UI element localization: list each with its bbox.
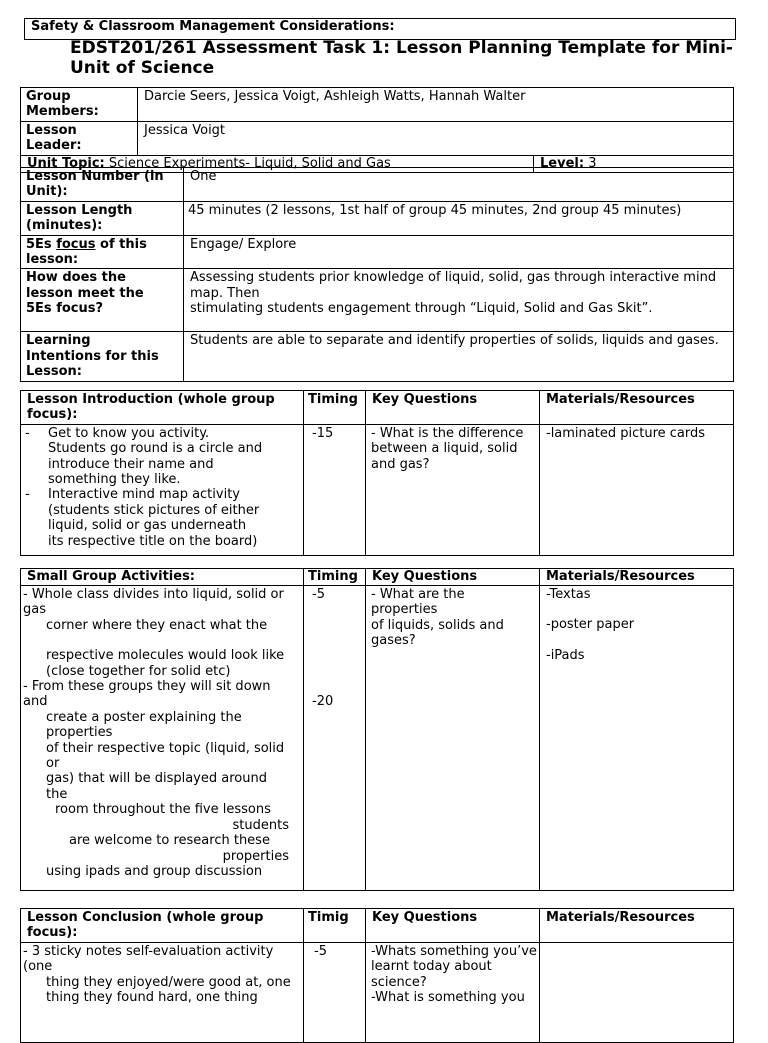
- conclusion-line: thing they found hard, one thing: [46, 990, 258, 1006]
- lesson-introduction-table: [20, 390, 734, 556]
- meet-5es-label: How does the lesson meet the 5Es focus?: [21, 269, 184, 332]
- focus-label-underlined: focus: [56, 236, 96, 252]
- small-header-timing: Timing: [304, 569, 366, 586]
- small-line: using ipads and group discussion: [46, 863, 263, 879]
- small-material: -poster paper: [546, 617, 635, 633]
- conclusion-question: -Whats something you’ve: [371, 943, 537, 959]
- lesson-number-label: Lesson Number (in Unit):: [21, 168, 184, 202]
- small-line: - From these groups they will sit down and: [23, 679, 271, 710]
- intro-item-2-line: Interactive mind map activity: [48, 487, 240, 503]
- conclusion-header-activity: Lesson Conclusion (whole group focus):: [21, 909, 304, 943]
- conclusion-header-materials: Materials/Resources: [540, 909, 734, 943]
- level-value: 3: [588, 155, 597, 171]
- lesson-length-label: Lesson Length (minutes):: [21, 201, 184, 235]
- small-material: -iPads: [546, 647, 585, 663]
- focus-label: [21, 235, 184, 269]
- small-timing-2: -20: [312, 694, 334, 710]
- small-header-activity: Small Group Activities:: [21, 569, 304, 586]
- small-group-table: [20, 568, 734, 891]
- intro-item-1-line: something they like.: [48, 472, 181, 488]
- small-line: gas) that will be displayed around the: [46, 771, 267, 802]
- intro-header-questions: Key Questions: [366, 391, 540, 425]
- intro-item-2-line: its respective title on the board): [48, 533, 258, 549]
- intro-header-activity: Lesson Introduction (whole group focus):: [21, 391, 304, 425]
- conclusion-line: thing they enjoyed/were good at, one: [46, 974, 291, 990]
- learning-intentions-value: Students are able to separate and identify properties of solids, liquids and gases.: [184, 332, 734, 381]
- conclusion-materials: [540, 942, 734, 1042]
- small-material: -Textas: [546, 587, 591, 602]
- conclusion-question: -What is something you: [371, 990, 525, 1006]
- intro-materials: -laminated picture cards: [540, 424, 734, 555]
- small-header-materials: Materials/Resources: [540, 569, 734, 586]
- lesson-details-table: [20, 167, 734, 382]
- unit-topic-label: Unit Topic:: [27, 155, 105, 171]
- small-line: are welcome to research these: [69, 833, 270, 849]
- intro-item-1: [25, 426, 299, 488]
- small-line: respective molecules would look like: [46, 648, 285, 664]
- unit-topic-value: Science Experiments- Liquid, Solid and Gas: [108, 155, 391, 171]
- small-header-questions: Key Questions: [366, 569, 540, 586]
- small-line: of their respective topic (liquid, solid or: [46, 740, 285, 772]
- intro-activities: [21, 424, 304, 555]
- bullet-dash: -: [25, 487, 30, 503]
- meet-5es-line-1: Assessing students prior knowledge of liquid, solid, gas through interactive mind map. Then: [190, 270, 717, 301]
- conclusion-timing: -5: [304, 942, 366, 1042]
- level-label: Level:: [540, 155, 585, 171]
- small-line: room throughout the five lessons: [55, 802, 271, 818]
- lesson-number-value: One: [184, 168, 734, 202]
- small-line: students: [232, 817, 289, 833]
- focus-label-post: of this lesson:: [26, 236, 147, 268]
- lesson-conclusion-table: [20, 908, 734, 1043]
- learning-intentions-label: Learning Intentions for this Lesson:: [21, 332, 184, 381]
- focus-label-pre: 5Es: [26, 236, 57, 252]
- small-line: properties: [222, 848, 289, 864]
- small-question-1: - What are the properties: [371, 587, 465, 618]
- bullet-dash: -: [25, 425, 30, 441]
- intro-header-timing: Timing: [304, 391, 366, 425]
- page-title: EDST201/261 Assessment Task 1: Lesson Planning Template for Mini-Unit of Science: [70, 38, 733, 78]
- meet-5es-line-2: stimulating students engagement through “Liquid, Solid and Gas Skit”.: [190, 301, 653, 317]
- intro-item-1-line: Get to know you activity.: [48, 425, 210, 441]
- intro-question: - What is the difference between a liquid, solid and gas?: [366, 424, 540, 555]
- lesson-leader-label: Lesson Leader:: [21, 121, 138, 155]
- small-line: (close together for solid etc): [46, 663, 231, 679]
- small-line: corner where they enact what the: [46, 617, 268, 633]
- conclusion-header-timing: Timig: [304, 909, 366, 943]
- conclusion-question: learnt today about science?: [371, 959, 492, 990]
- small-line: - Whole class divides into liquid, solid or gas: [23, 587, 284, 618]
- small-timing-1: -5: [312, 587, 325, 602]
- lesson-length-value: 45 minutes (2 lessons, 1st half of group 45 minutes, 2nd group 45 minutes): [184, 201, 734, 235]
- lesson-info-table: [20, 87, 734, 173]
- conclusion-header-questions: Key Questions: [366, 909, 540, 943]
- intro-item-1-line: Students go round is a circle and: [48, 441, 263, 457]
- intro-item-2-line: (students stick pictures of either: [48, 502, 260, 518]
- conclusion-line: - 3 sticky notes self-evaluation activity (one: [23, 943, 274, 975]
- intro-header-materials: Materials/Resources: [540, 391, 734, 425]
- safety-considerations-heading: Safety & Classroom Management Considerations:: [24, 18, 736, 40]
- small-question-2: of liquids, solids and gases?: [371, 617, 504, 649]
- small-activities: [21, 586, 304, 891]
- small-materials: [540, 586, 734, 891]
- small-questions: [366, 586, 540, 891]
- small-line: [23, 633, 289, 648]
- group-members-label: Group Members:: [21, 88, 138, 122]
- intro-item-2-line: liquid, solid or gas underneath: [48, 518, 247, 534]
- conclusion-activities: [21, 942, 304, 1042]
- lesson-leader-value: Jessica Voigt: [138, 121, 734, 155]
- conclusion-questions: [366, 942, 540, 1042]
- focus-value: Engage/ Explore: [184, 235, 734, 269]
- meet-5es-value: [184, 269, 734, 332]
- intro-item-2: [25, 487, 299, 549]
- intro-item-1-line: introduce their name and: [48, 456, 214, 472]
- small-timing: [304, 586, 366, 891]
- intro-timing: -15: [304, 424, 366, 555]
- small-line: create a poster explaining the properties: [46, 709, 242, 741]
- group-members-value: Darcie Seers, Jessica Voigt, Ashleigh Watts, Hannah Walter: [138, 88, 734, 122]
